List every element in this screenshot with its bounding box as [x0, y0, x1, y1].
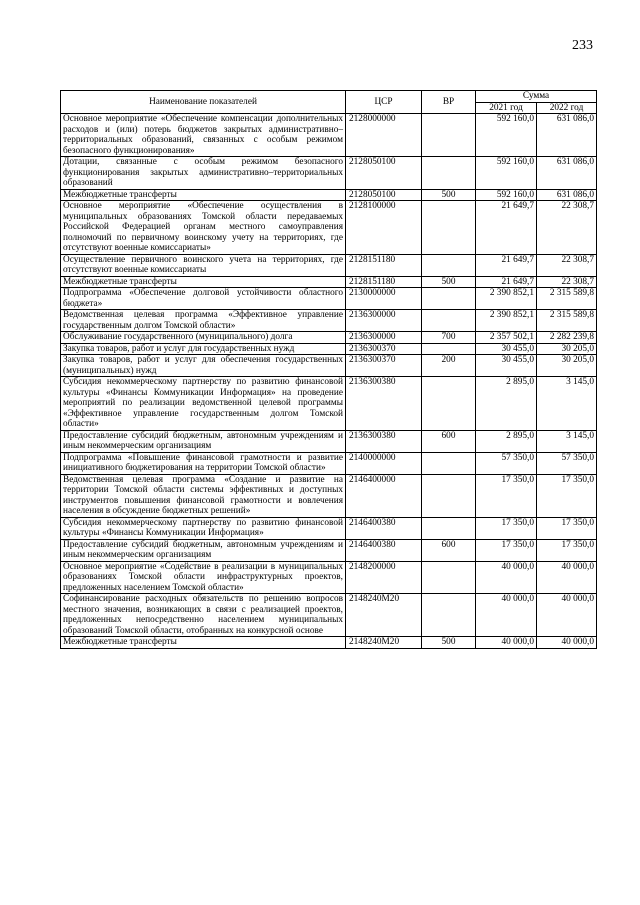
table-row	[61, 201, 597, 255]
row-csr: 2128100000	[346, 201, 422, 255]
row-csr: 2130000000	[346, 288, 422, 310]
header-year-2021: 2021 год	[476, 102, 537, 114]
row-sum-2021: 2 390 852,1	[476, 288, 537, 310]
row-name: Подпрограмма «Повышение финансовой грамотности и развитие инициативного бюджетирования на территории Томской области»	[61, 452, 346, 474]
row-csr: 2148240М20	[346, 637, 422, 649]
row-vr	[422, 114, 476, 157]
row-sum-2021: 2 357 502,1	[476, 332, 537, 344]
row-vr: 600	[422, 430, 476, 452]
row-sum-2022: 40 000,0	[537, 637, 597, 649]
row-name: Основное мероприятие «Обеспечение компенсации дополнительных расходов и (или) потерь бюджетов закрытых административно–территориальных образований, связанных с особым режимом безопасного функционирования»	[61, 114, 346, 157]
row-sum-2021: 21 649,7	[476, 201, 537, 255]
row-name: Субсидия некоммерческому партнерству по развитию финансовой культуры «Финансы Коммуникации Информация» на проведение мероприятий по реализации ведомственной целевой программы «Эффективное управление государственным долгом Томской области»	[61, 377, 346, 431]
row-sum-2021: 17 350,0	[476, 539, 537, 561]
row-vr	[422, 377, 476, 431]
table-row	[61, 114, 597, 157]
row-sum-2021: 21 649,7	[476, 254, 537, 276]
row-vr: 600	[422, 539, 476, 561]
row-sum-2021: 40 000,0	[476, 594, 537, 637]
row-sum-2021: 592 160,0	[476, 157, 537, 190]
row-sum-2021: 30 455,0	[476, 343, 537, 355]
table-row	[61, 474, 597, 517]
table-row	[61, 254, 597, 276]
table-row	[61, 539, 597, 561]
row-csr: 2136300380	[346, 377, 422, 431]
row-sum-2021: 40 000,0	[476, 637, 537, 649]
table-row	[61, 332, 597, 344]
row-vr: 700	[422, 332, 476, 344]
row-name: Ведомственная целевая программа «Эффективное управление государственным долгом Томской области»	[61, 310, 346, 332]
table-row	[61, 189, 597, 201]
row-csr: 2136300000	[346, 310, 422, 332]
row-sum-2021: 21 649,7	[476, 276, 537, 288]
row-sum-2022: 40 000,0	[537, 594, 597, 637]
row-sum-2022: 22 308,7	[537, 276, 597, 288]
row-name: Осуществление первичного воинского учета на территориях, где отсутствуют военные комиссариаты	[61, 254, 346, 276]
row-name: Межбюджетные трансферты	[61, 276, 346, 288]
row-sum-2021: 592 160,0	[476, 114, 537, 157]
row-csr: 2128000000	[346, 114, 422, 157]
row-csr: 2128151180	[346, 254, 422, 276]
table-row	[61, 288, 597, 310]
row-sum-2022: 30 205,0	[537, 355, 597, 377]
table-row	[61, 355, 597, 377]
row-csr: 2146400380	[346, 517, 422, 539]
row-vr	[422, 452, 476, 474]
row-name: Подпрограмма «Обеспечение долговой устойчивости областного бюджета»	[61, 288, 346, 310]
row-name: Субсидия некоммерческому партнерству по развитию финансовой культуры «Финансы Коммуникации Информация»	[61, 517, 346, 539]
row-name: Межбюджетные трансферты	[61, 189, 346, 201]
row-vr	[422, 343, 476, 355]
row-vr: 500	[422, 637, 476, 649]
row-csr: 2148200000	[346, 561, 422, 594]
row-sum-2021: 2 895,0	[476, 430, 537, 452]
table-row	[61, 343, 597, 355]
row-sum-2022: 2 282 239,8	[537, 332, 597, 344]
header-csr: ЦСР	[346, 91, 422, 114]
row-name: Межбюджетные трансферты	[61, 637, 346, 649]
row-sum-2021: 592 160,0	[476, 189, 537, 201]
row-sum-2022: 631 086,0	[537, 114, 597, 157]
table-row	[61, 561, 597, 594]
row-sum-2022: 17 350,0	[537, 474, 597, 517]
table-row	[61, 377, 597, 431]
row-csr: 2146400000	[346, 474, 422, 517]
row-sum-2021: 17 350,0	[476, 474, 537, 517]
row-sum-2022: 3 145,0	[537, 430, 597, 452]
row-sum-2021: 2 390 852,1	[476, 310, 537, 332]
row-csr: 2136300370	[346, 355, 422, 377]
row-sum-2022: 631 086,0	[537, 157, 597, 190]
row-sum-2021: 17 350,0	[476, 517, 537, 539]
row-csr: 2146400380	[346, 539, 422, 561]
row-sum-2022: 17 350,0	[537, 517, 597, 539]
page-number: 233	[572, 38, 593, 53]
row-sum-2022: 2 315 589,8	[537, 310, 597, 332]
budget-table	[60, 90, 597, 649]
table-row	[61, 310, 597, 332]
row-sum-2021: 30 455,0	[476, 355, 537, 377]
header-name: Наименование показателей	[61, 91, 346, 114]
row-csr: 2136300000	[346, 332, 422, 344]
row-vr	[422, 201, 476, 255]
row-sum-2022: 22 308,7	[537, 201, 597, 255]
row-vr: 500	[422, 276, 476, 288]
row-vr	[422, 594, 476, 637]
row-vr	[422, 157, 476, 190]
row-csr: 2128050100	[346, 189, 422, 201]
row-name: Основное мероприятие «Обеспечение осуществления в муниципальных образованиях Томской области передаваемых Российской Федерацией органам местного самоуправления полномочий по первичному воинскому учету на территориях, где отсутствуют военные комиссариаты»	[61, 201, 346, 255]
row-csr: 2140000000	[346, 452, 422, 474]
row-name: Дотации, связанные с особым режимом безопасного функционирования закрытых административно–территориальных образований	[61, 157, 346, 190]
row-csr: 2136300380	[346, 430, 422, 452]
table-row	[61, 452, 597, 474]
table-header	[61, 91, 597, 114]
header-sum: Сумма	[476, 91, 597, 103]
table-row	[61, 157, 597, 190]
table-row	[61, 276, 597, 288]
row-sum-2022: 57 350,0	[537, 452, 597, 474]
row-name: Закупка товаров, работ и услуг для обеспечения государственных (муниципальных) нужд	[61, 355, 346, 377]
row-sum-2022: 3 145,0	[537, 377, 597, 431]
row-csr: 2128151180	[346, 276, 422, 288]
row-sum-2022: 2 315 589,8	[537, 288, 597, 310]
row-vr: 500	[422, 189, 476, 201]
row-sum-2022: 30 205,0	[537, 343, 597, 355]
row-sum-2021: 57 350,0	[476, 452, 537, 474]
row-vr: 200	[422, 355, 476, 377]
row-sum-2022: 17 350,0	[537, 539, 597, 561]
row-vr	[422, 561, 476, 594]
row-vr	[422, 474, 476, 517]
row-name: Основное мероприятие «Содействие в реализации в муниципальных образованиях Томской области инфраструктурных проектов, предложенных населением Томской области»	[61, 561, 346, 594]
row-vr	[422, 254, 476, 276]
row-csr: 2128050100	[346, 157, 422, 190]
row-name: Софинансирование расходных обязательств по решению вопросов местного значения, возникающих в связи с реализацией проектов, предложенных непосредственно населением муниципальных образований Томской области, отобранных на конкурсной основе	[61, 594, 346, 637]
table-row	[61, 517, 597, 539]
table-row	[61, 430, 597, 452]
header-vr: ВР	[422, 91, 476, 114]
row-sum-2021: 40 000,0	[476, 561, 537, 594]
row-name: Обслуживание государственного (муниципального) долга	[61, 332, 346, 344]
row-vr	[422, 310, 476, 332]
table-row	[61, 594, 597, 637]
header-year-2022: 2022 год	[537, 102, 597, 114]
row-name: Закупка товаров, работ и услуг для государственных нужд	[61, 343, 346, 355]
table-body	[61, 114, 597, 649]
row-csr: 2148240М20	[346, 594, 422, 637]
row-name: Предоставление субсидий бюджетным, автономным учреждениям и иным некоммерческим организациям	[61, 430, 346, 452]
row-sum-2022: 631 086,0	[537, 189, 597, 201]
row-vr	[422, 288, 476, 310]
row-sum-2022: 40 000,0	[537, 561, 597, 594]
row-csr: 2136300370	[346, 343, 422, 355]
row-vr	[422, 517, 476, 539]
row-name: Ведомственная целевая программа «Создание и развитие на территории Томской области системы эффективных и доступных инструментов повышения финансовой грамотности и вовлечения населения в обсуждение бюджетных решений»	[61, 474, 346, 517]
row-sum-2022: 22 308,7	[537, 254, 597, 276]
table-row	[61, 637, 597, 649]
row-name: Предоставление субсидий бюджетным, автономным учреждениям и иным некоммерческим организациям	[61, 539, 346, 561]
row-sum-2021: 2 895,0	[476, 377, 537, 431]
